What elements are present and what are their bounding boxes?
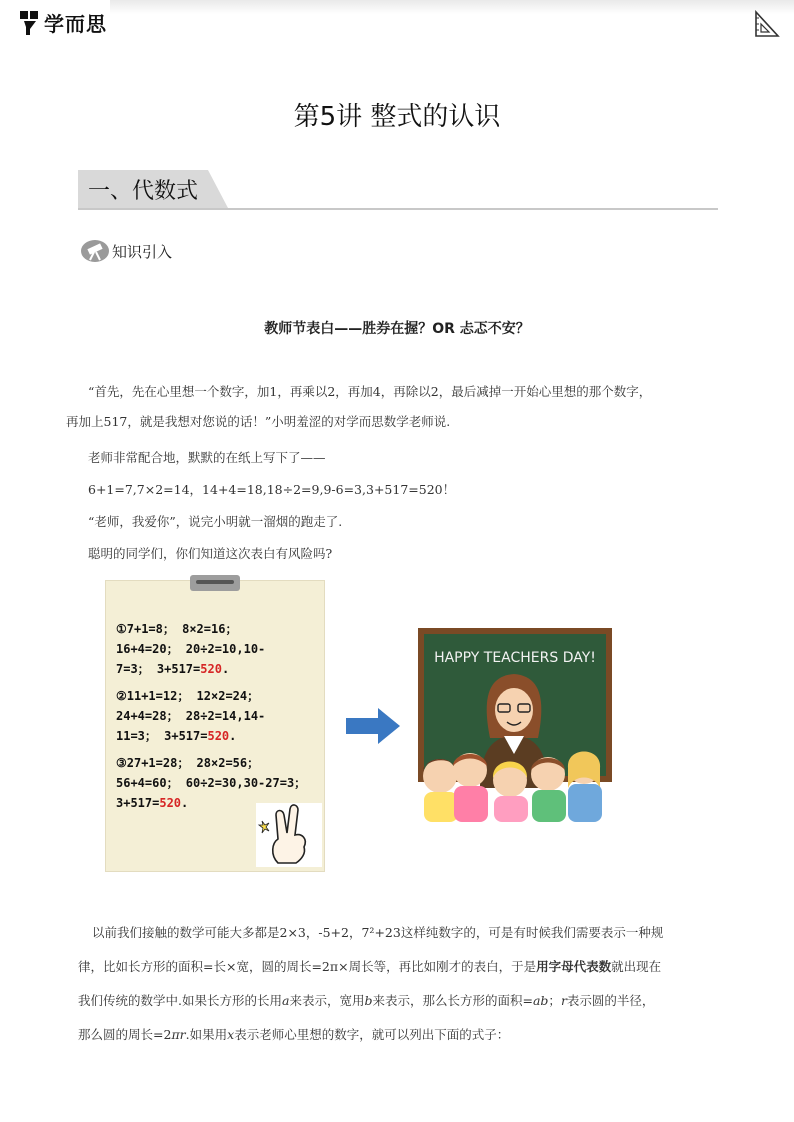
- note-line: 16+4=20； 20÷2=10,10-: [116, 642, 266, 656]
- note-clip: [190, 575, 240, 591]
- board-text: HAPPY TEACHERS DAY!: [434, 650, 596, 666]
- section-divider: [78, 208, 718, 210]
- story-para1-line1: “首先，先在心里想一个数字，加1，再乘以2，再加4，再除以2，最后减掉一开始心里想的那个数字，: [88, 384, 652, 399]
- victory-hand-icon: [256, 803, 322, 867]
- right-arrow-icon: [346, 706, 402, 746]
- note-line: 3+517=520.: [116, 796, 189, 810]
- victory-hand-illustration: [256, 803, 322, 867]
- story-line2: 老师非常配合地，默默的在纸上写下了——: [88, 450, 326, 465]
- header-shade: [110, 0, 794, 14]
- note-result: 520: [200, 662, 222, 676]
- note-group-2: [116, 686, 265, 746]
- note-line: 24+4=28； 28÷2=14,14-: [116, 709, 266, 723]
- section-heading: 一、代数式: [88, 179, 199, 204]
- story-line5: 聪明的同学们，你们知道这次表白有风险吗?: [88, 546, 333, 561]
- story-line4: “老师，我爱你”，说完小明就一溜烟的跑走了.: [88, 514, 343, 529]
- teachers-day-illustration: [418, 628, 612, 823]
- story-line3: 6+1=7,7×2=14，14+4=18,18÷2=9,9-6=3,3+517=520！: [88, 482, 456, 497]
- body-line: 我们传统的数学中.如果长方形的长用a来表示，宽用b来表示，那么长方形的面积=ab；r表示圆的半径，: [78, 993, 655, 1008]
- note-line: ③27+1=28； 28×2=56；: [116, 756, 260, 770]
- page-title: 第5讲 整式的认识: [293, 102, 501, 132]
- brand-mark-icon: [18, 9, 40, 37]
- knowledge-intro-tag: [80, 238, 172, 264]
- telescope-icon: [80, 238, 110, 264]
- section-heading-bar: [78, 170, 718, 210]
- emphasis-text: 用字母代表数: [536, 959, 612, 974]
- body-paragraph: [78, 916, 718, 1052]
- body-line: 那么圆的周长=2πr.如果用x表示老师心里想的数字，就可以列出下面的式子：: [78, 1027, 510, 1042]
- note-result: 520: [159, 796, 182, 810]
- story-para1-line2: 再加上517，就是我想对您说的话！”小明羞涩的对学而思数学老师说.: [66, 414, 451, 429]
- note-line: 11=3； 3+517=520.: [116, 729, 237, 743]
- body-line: 以前我们接触的数学可能大多都是2×3，-5+2，7²+23这样纯数字的，可是有时候我们需要表示一种规: [92, 925, 664, 940]
- brand-logo: [18, 8, 107, 37]
- brand-name: 学而思: [44, 12, 107, 36]
- tag-label: 知识引入: [112, 242, 173, 261]
- note-result: 520: [207, 729, 230, 743]
- note-line: ①7+1=8； 8×2=16；: [116, 622, 238, 636]
- note-line: 56+4=60； 60÷2=30,30-27=3；: [116, 776, 307, 790]
- note-line: ②11+1=12； 12×2=24；: [116, 689, 260, 703]
- ruler-triangle-icon: [754, 10, 780, 38]
- body-line: 律，比如长方形的面积=长×宽，圆的周长=2π×周长等，再比如刚才的表白，于是用字母代表数就出现在: [78, 959, 662, 974]
- note-line: 7=3； 3+517=520.: [116, 662, 230, 676]
- note-card: [105, 580, 325, 872]
- story-title: 教师节表白——胜券在握？OR 忐忑不安？: [264, 321, 530, 337]
- note-group-1: [116, 619, 265, 679]
